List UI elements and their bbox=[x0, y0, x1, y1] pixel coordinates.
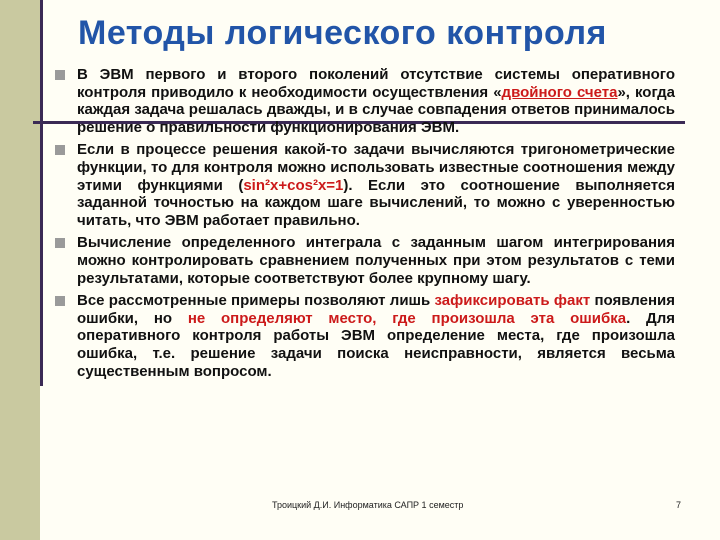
bullet-item-integral bbox=[55, 234, 675, 287]
bullet-text: », когда каждая задача решалась дважды, и в случае совпадения ответов принималось решение о правильности функционирования ЭВМ. bbox=[77, 83, 675, 136]
bullet-text: ). Если это соотношение выполняется заданной точностью на каждом шаге вычислений, то можно с уверенностью читать, что ЭВМ работает правильно. bbox=[77, 176, 675, 229]
bullet-text: . Для оперативного контроля работы ЭВМ определение места, где произошла ошибка, т.е. решение задачи поиска неисправности, является весьма существенным вопросом. bbox=[77, 309, 675, 380]
vertical-rule bbox=[40, 0, 43, 386]
bullet-item-double-count bbox=[55, 66, 675, 136]
bullet-text: Все рассмотренные примеры позволяют лишь bbox=[77, 292, 435, 310]
square-bullet-icon bbox=[55, 145, 65, 155]
square-bullet-icon bbox=[55, 238, 65, 248]
bullet-text: Вычисление определенного интеграла с заданным шагом интегрирования можно контролировать сравнением полученных при этом результатов с теми результатами, которые соответствуют более крупному шагу. bbox=[77, 234, 675, 287]
highlight-text: двойного счета bbox=[501, 83, 618, 101]
page-number: 7 bbox=[676, 500, 682, 510]
highlight-text: зафиксировать факт bbox=[434, 292, 591, 310]
bullet-item-trig-check bbox=[55, 141, 675, 229]
bullet-list bbox=[55, 66, 675, 385]
bullet-item-conclusion bbox=[55, 292, 675, 380]
square-bullet-icon bbox=[55, 70, 65, 80]
footer-author: Троицкий Д.И. Информатика САПР 1 семестр bbox=[272, 500, 464, 510]
bullet-text: появления ошибки, но bbox=[77, 292, 675, 327]
square-bullet-icon bbox=[55, 296, 65, 306]
bullet-text: Если в процессе решения какой-то задачи вычисляются тригонометрические функции, то для контроля можно использовать известные соотношения между этими функциями ( bbox=[77, 141, 675, 194]
highlight-text: не определяют место, где произошла эта ошибка bbox=[187, 309, 627, 327]
left-decor-band bbox=[0, 0, 40, 540]
formula-text: sin²x+cos²x=1 bbox=[243, 176, 344, 194]
bullet-text: В ЭВМ первого и второго поколений отсутствие системы оперативного контроля приводило к необходимости осуществления « bbox=[77, 66, 675, 101]
slide-title: Методы логического контроля bbox=[78, 14, 607, 52]
